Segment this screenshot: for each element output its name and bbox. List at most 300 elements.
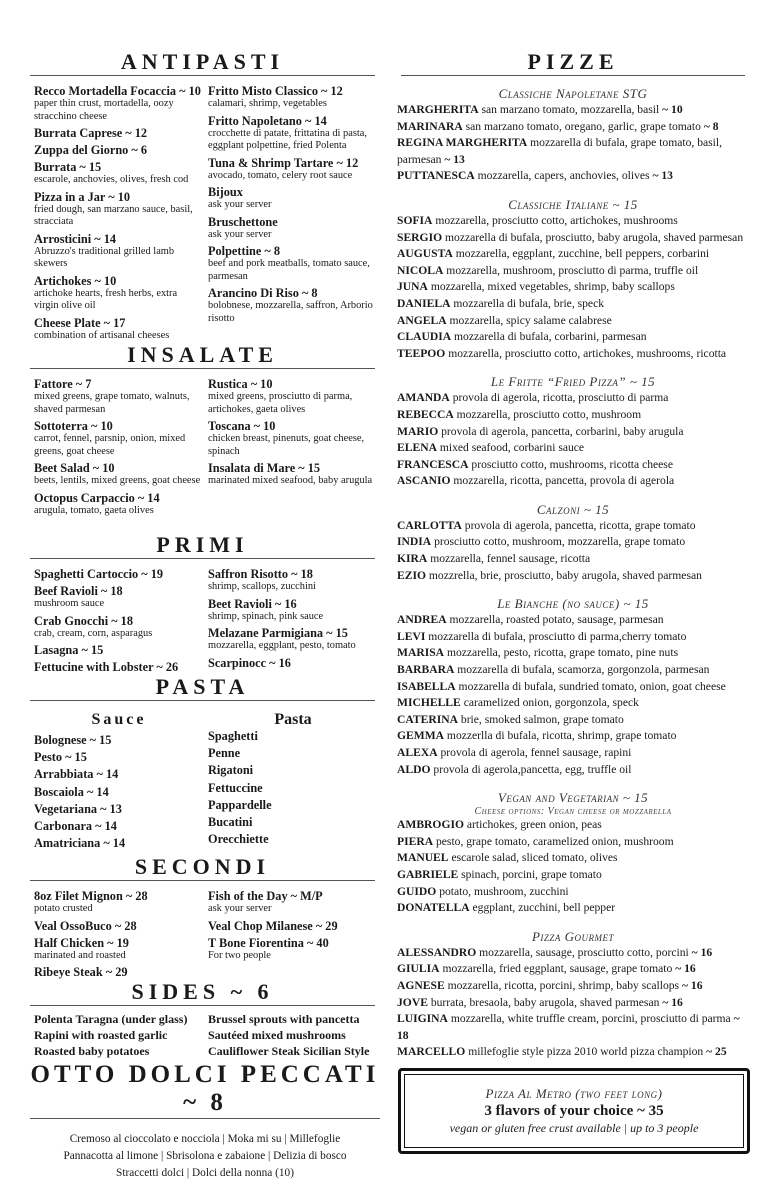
menu-item	[34, 190, 204, 229]
pizza-ingredients: mozzarella, roasted potato, sausage, parmesan	[449, 613, 664, 627]
pizza-price: ~ 16	[681, 978, 703, 992]
side-item: Sautéed mixed mushrooms	[208, 1028, 346, 1042]
item-description: paper thin crust, mortadella, oozy stracchino cheese	[34, 98, 174, 122]
pizza-ingredients: brie, smoked salmon, grape tomato	[460, 712, 624, 726]
pizza-group-subtitle: Cheese options: Vegan cheese or mozzarella	[474, 806, 672, 818]
pizza-ingredients: burrata, bresaola, baby arugola, shaved parmesan	[430, 995, 663, 1009]
menu-item	[34, 889, 204, 916]
item-name: Sottoterra ~ 10	[34, 419, 113, 433]
pasta-item: Spaghetti	[208, 729, 258, 743]
sides-right	[204, 1011, 378, 1059]
item-name: Crab Gnocchi ~ 18	[34, 613, 133, 628]
pasta-item: Orecchiette	[208, 832, 269, 847]
menu-item	[34, 491, 204, 518]
pizza-item	[393, 834, 753, 851]
item-name: Artichokes ~ 10	[34, 273, 117, 288]
pizza-name: NICOLA	[397, 263, 444, 277]
menu-item	[34, 316, 204, 343]
pasta-section	[30, 675, 375, 853]
pizza-item	[393, 1011, 753, 1044]
pizza-ingredients: mozzarella, pesto, ricotta, grape tomato, pine nuts	[446, 646, 679, 660]
pasta-item: Penne	[208, 746, 241, 761]
pizza-name: ALEXA	[397, 746, 438, 759]
pizza-name: DONATELLA	[397, 901, 470, 915]
menu-column-right	[204, 567, 378, 677]
menu-item	[34, 274, 204, 313]
pizza-name: AUGUSTA	[397, 247, 453, 261]
pizza-item	[393, 213, 753, 230]
item-name: Zuppa del Giorno ~ 6	[34, 143, 147, 157]
section-heading: ANTIPASTI	[30, 50, 375, 76]
pizza-name: TEEPOO	[397, 346, 446, 360]
item-name: Ribeye Steak ~ 29	[34, 965, 128, 979]
pizza-name: JOVE	[397, 995, 428, 1009]
pizza-name: JUNA	[397, 280, 428, 294]
item-name: Lasagna ~ 15	[34, 643, 104, 657]
pizza-ingredients: provola di agerola,pancetta, egg, truffle oil	[433, 762, 632, 776]
pizza-item	[393, 407, 753, 424]
pizza-group-title: Classiche Napoletane STG	[498, 86, 648, 101]
pizza-name: GUIDO	[397, 884, 437, 898]
item-name: Beef Ravioli ~ 18	[34, 584, 123, 598]
dolci-line: Cremoso al cioccolato e nocciola | Moka mi su | Millefoglie	[69, 1133, 341, 1145]
pizza-item	[393, 612, 753, 629]
pizza-group	[393, 596, 753, 778]
menu-column-left	[30, 84, 204, 345]
item-name: Fattore ~ 7	[34, 377, 92, 391]
pizza-item	[393, 728, 753, 745]
pizza-ingredients: provola di agerola, fennel sausage, rapini	[440, 746, 632, 759]
pizza-name: MANUEL	[397, 851, 449, 865]
pizza-ingredients: prosciutto cotto, mushroom, mozzarella, grape tomato	[434, 535, 686, 549]
item-description: combination of artisanal cheeses	[34, 329, 170, 341]
pizza-item	[393, 329, 753, 346]
sauce-item: Arrabbiata ~ 14	[34, 767, 119, 782]
pizza-name: MARISA	[397, 646, 445, 660]
sauce-item: Carbonara ~ 14	[34, 818, 117, 833]
menu-item	[208, 889, 378, 916]
item-name: Arrosticini ~ 14	[34, 231, 116, 246]
antipasti-section	[30, 50, 375, 345]
pizza-item	[393, 695, 753, 712]
pizza-item	[393, 296, 753, 313]
pizza-name: SERGIO	[397, 230, 443, 244]
pizza-item	[393, 850, 753, 867]
sides-section	[30, 980, 375, 1059]
menu-item	[34, 584, 204, 611]
pizza-group	[393, 502, 753, 584]
item-name: Rustica ~ 10	[208, 377, 273, 391]
item-description: potato crusted	[34, 903, 93, 914]
pizza-price: ~ 16	[691, 945, 713, 959]
pizza-group-title: Le Fritte “Fried Pizza” ~ 15	[490, 374, 656, 390]
pizza-item	[393, 645, 753, 662]
item-name: Octopus Carpaccio ~ 14	[34, 490, 160, 505]
item-name: Scarpinocc ~ 16	[208, 655, 291, 670]
item-description: mozzarella, eggplant, pesto, tomato	[208, 640, 356, 651]
pizza-group	[393, 197, 753, 362]
menu-item	[34, 965, 204, 979]
menu-item	[34, 377, 204, 416]
pizza-name: MICHELLE	[397, 696, 461, 710]
menu-item	[208, 84, 378, 111]
pizza-name: INDIA	[397, 535, 432, 549]
pasta-item: Pappardelle	[208, 797, 272, 812]
pizza-ingredients: mozzarella di bufala, grape tomato, basil, parmesan	[397, 136, 723, 166]
pizza-ingredients: mozzarella di bufala, corbarini, parmesan	[454, 330, 647, 344]
pizza-name: EZIO	[397, 568, 426, 582]
menu-item	[208, 114, 378, 153]
pizza-price: ~ 13	[444, 152, 465, 166]
sides-left	[30, 1011, 204, 1059]
item-description: crab, cream, corn, asparagus	[34, 627, 153, 639]
pizza-ingredients: mozzarella, fennel sausage, ricotta	[430, 552, 591, 566]
pizza-ingredients: mozzarella, prosciutto cotto, mushroom	[456, 407, 642, 421]
pizza-ingredients: artichokes, green onion, peas	[466, 818, 602, 832]
pizza-item	[393, 346, 753, 363]
side-item: Cauliflower Steak Sicilian Style	[208, 1044, 370, 1058]
item-description: carrot, fennel, parsnip, onion, mixed greens, goat cheese	[34, 433, 186, 457]
item-description: ask your server	[208, 228, 272, 240]
pizza-name: ALDO	[397, 762, 431, 776]
side-item: Roasted baby potatoes	[34, 1044, 150, 1058]
pizza-item	[393, 745, 753, 762]
pizza-ingredients: pesto, grape tomato, caramelized onion, mushroom	[435, 834, 674, 848]
pizza-name: MARGHERITA	[397, 103, 479, 116]
item-name: T Bone Fiorentina ~ 40	[208, 935, 329, 950]
item-description: mushroom sauce	[34, 598, 105, 609]
pizza-item	[393, 263, 753, 280]
side-item: Rapini with roasted garlic	[34, 1028, 168, 1042]
insalate-items	[30, 377, 375, 520]
pizza-item	[393, 168, 753, 185]
item-name: Beet Ravioli ~ 16	[208, 596, 297, 611]
menu-item	[208, 919, 378, 933]
sauce-heading: Sauce	[91, 711, 147, 728]
pizza-item	[393, 762, 753, 779]
section-heading: SIDES ~ 6	[30, 980, 375, 1006]
pizza-item	[393, 945, 753, 962]
item-name: Veal OssoBuco ~ 28	[34, 918, 137, 933]
pizza-ingredients: millefoglie style pizza 2010 world pizza champion	[468, 1045, 707, 1059]
pizza-ingredients: san marzano tomato, mozzarella, basil	[481, 103, 663, 116]
item-description: beef and pork meatballs, tomato sauce, parmesan	[208, 258, 370, 282]
pizza-item	[393, 995, 753, 1012]
menu-item	[34, 461, 204, 488]
menu-item	[208, 156, 378, 183]
menu-item	[34, 84, 204, 123]
pizza-item	[393, 135, 753, 168]
pizza-ingredients: spinach, porcini, grape tomato	[461, 867, 602, 881]
metro-main: 3 flavors of your choice ~ 35	[484, 1103, 664, 1119]
pizza-ingredients: caramelized onion, gorgonzola, speck	[463, 696, 639, 710]
secondi-items	[30, 889, 375, 982]
item-name: Bijoux	[208, 185, 243, 199]
menu-item	[34, 143, 204, 157]
pizza-ingredients: mozzarella di bufala, prosciutto, baby arugola, shaved parmesan	[445, 230, 744, 244]
item-name: Burrata ~ 15	[34, 160, 102, 174]
pizza-name: GEMMA	[397, 729, 445, 743]
pizza-item	[393, 817, 753, 834]
pizza-item	[393, 473, 753, 490]
pizza-ingredients: mozzarella, capers, anchovies, olives	[477, 169, 653, 183]
pizza-item	[393, 457, 753, 474]
item-description: ask your server	[208, 903, 272, 914]
section-heading: PIZZE	[401, 50, 745, 76]
pizza-ingredients: mozzarella, eggplant, zucchine, bell peppers, corbarini	[455, 247, 710, 261]
menu-item	[208, 244, 378, 283]
item-name: Beet Salad ~ 10	[34, 461, 115, 475]
item-name: 8oz Filet Mignon ~ 28	[34, 889, 148, 903]
item-name: Fritto Napoletano ~ 14	[208, 113, 327, 128]
pizza-ingredients: mozzarella, fried eggplant, sausage, grape tomato	[442, 962, 676, 976]
item-name: Insalata di Mare ~ 15	[208, 461, 321, 475]
pizza-price: ~ 13	[652, 169, 673, 183]
item-description: marinated and roasted	[34, 949, 126, 961]
pizza-group-title: Vegan and Vegetarian ~ 15	[497, 790, 649, 806]
pizza-price: ~ 8	[703, 119, 719, 133]
item-description: ask your server	[208, 199, 272, 210]
pizza-al-metro-box	[398, 1068, 750, 1154]
item-name: Fritto Misto Classico ~ 12	[208, 84, 343, 98]
sauce-item: Boscaiola ~ 14	[34, 784, 109, 799]
pizza-name: KIRA	[397, 552, 428, 566]
menu-item	[34, 419, 204, 458]
pizza-name: AGNESE	[397, 978, 445, 992]
pasta-item: Bucatini	[208, 814, 253, 829]
sauce-list	[34, 733, 204, 850]
pizza-group-title: Classiche Italiane ~ 15	[508, 196, 638, 212]
pizza-name: GABRIELE	[397, 867, 459, 881]
pizza-ingredients: mozzarella di bufala, brie, speck	[453, 296, 605, 310]
pizza-item	[393, 534, 753, 551]
pizza-group-title: Calzoni ~ 15	[536, 501, 610, 517]
pizza-price: ~ 16	[675, 962, 696, 976]
item-description: shrimp, scallops, zucchini	[208, 581, 316, 592]
pizza-name: SOFIA	[397, 213, 433, 227]
item-name: Burrata Caprese ~ 12	[34, 126, 148, 140]
pizza-item	[393, 568, 753, 585]
pizza-item	[393, 230, 753, 247]
pizza-ingredients: provola di agerola, pancetta, ricotta, grape tomato	[464, 518, 696, 532]
pizza-name: PUTTANESCA	[397, 169, 475, 183]
side-item: Brussel sprouts with pancetta	[208, 1012, 360, 1026]
pizza-item	[393, 629, 753, 646]
pizza-price: ~ 18	[397, 1012, 740, 1042]
pizza-ingredients: mozzarella di bufala, sundried tomato, onion, goat cheese	[458, 679, 726, 693]
pizza-item	[393, 900, 753, 917]
pizza-group	[393, 929, 753, 1061]
item-name: Bruschettone	[208, 214, 278, 229]
pizza-item	[393, 313, 753, 330]
metro-note: vegan or gluten free crust available | up to 3 people	[449, 1121, 699, 1135]
menu-item	[34, 126, 204, 140]
dolci-line: Pannacotta al limone | Sbrisolona e zabaione | Delizia di bosco	[63, 1150, 347, 1162]
section-heading: PRIMI	[30, 533, 375, 559]
pizza-name: DANIELA	[397, 296, 451, 310]
menu-column-left	[30, 567, 204, 677]
pizza-ingredients: mozzarella, sausage, prosciutto cotto, porcini	[479, 945, 692, 959]
item-name: Half Chicken ~ 19	[34, 935, 129, 950]
pizza-ingredients: provola di agerola, pancetta, corbarini, baby arugula	[441, 424, 684, 438]
sauce-item: Bolognese ~ 15	[34, 733, 112, 747]
menu-item	[208, 377, 378, 416]
menu-column-right	[204, 84, 378, 345]
pasta-item: Fettuccine	[208, 780, 263, 795]
menu-item	[208, 567, 378, 594]
item-name: Pizza in a Jar ~ 10	[34, 189, 130, 204]
menu-item	[208, 461, 378, 488]
pizza-price: ~ 25	[706, 1045, 727, 1059]
pizza-name: MARCELLO	[397, 1045, 466, 1059]
item-description: escarole, anchovies, olives, fresh cod	[34, 174, 189, 185]
sauce-item: Vegetariana ~ 13	[34, 801, 122, 816]
pizza-name: ANDREA	[397, 613, 447, 627]
pizza-name: PIERA	[397, 834, 434, 848]
antipasti-items	[30, 84, 375, 345]
menu-item	[34, 643, 204, 657]
item-name: Tuna & Shrimp Tartare ~ 12	[208, 155, 359, 170]
pizza-ingredients: mozzarella, white truffle cream, porcini, prosciutto di parma	[450, 1012, 734, 1026]
menu-item	[34, 567, 204, 581]
pizza-name: REGINA MARGHERITA	[397, 136, 528, 150]
item-name: Melazane Parmigiana ~ 15	[208, 626, 348, 640]
menu-item	[34, 160, 204, 187]
pizza-name: LUIGINA	[397, 1012, 448, 1026]
section-heading: SECONDI	[30, 855, 375, 881]
pasta-item: Rigatoni	[208, 763, 254, 778]
dolci-list	[30, 1131, 380, 1182]
pizza-ingredients: mozzrella, brie, prosciutto, baby arugola, shaved parmesan	[428, 568, 702, 582]
pizza-item	[393, 978, 753, 995]
pizza-item	[393, 246, 753, 263]
item-description: mixed greens, prosciutto di parma, artichokes, gaeta olives	[208, 391, 353, 415]
item-description: arugula, tomato, gaeta olives	[34, 504, 154, 516]
item-name: Polpettine ~ 8	[208, 244, 280, 258]
pizza-ingredients: mozzarella, ricotta, porcini, shrimp, baby scallops	[447, 978, 682, 992]
menu-item	[208, 597, 378, 624]
menu-column-left	[30, 889, 204, 982]
pizza-item	[393, 390, 753, 407]
pizza-name: CLAUDIA	[397, 330, 452, 344]
pizza-item	[393, 424, 753, 441]
item-description: shrimp, spinach, pink sauce	[208, 610, 324, 622]
menu-item	[34, 232, 204, 271]
pizza-ingredients: mozzarella, ricotta, pancetta, provola di agerola	[453, 474, 675, 488]
pasta-list	[208, 729, 378, 846]
item-name: Veal Chop Milanese ~ 29	[208, 918, 338, 933]
pizza-name: REBECCA	[397, 407, 454, 421]
pizza-name: BARBARA	[397, 663, 455, 677]
pizza-ingredients: escarole salad, sliced tomato, olives	[451, 851, 618, 865]
pizza-item	[393, 961, 753, 978]
item-name: Cheese Plate ~ 17	[34, 315, 126, 330]
pizza-ingredients: mozzarella, mixed vegetables, shrimp, baby scallops	[430, 280, 675, 294]
pizza-item	[393, 440, 753, 457]
menu-item	[208, 185, 378, 212]
primi-items	[30, 567, 375, 677]
side-item: Polenta Taragna (under glass)	[34, 1012, 188, 1026]
pizza-ingredients: mozzarella, prosciutto cotto, artichokes, mushrooms	[435, 213, 678, 227]
section-heading: INSALATE	[30, 343, 375, 369]
item-name: Fish of the Day ~ M/P	[208, 889, 323, 903]
pizza-name: GIULIA	[397, 962, 440, 976]
pizza-ingredients: mozzarella, mushroom, prosciutto di parma, truffle oil	[446, 263, 699, 277]
sauce-item: Amatriciana ~ 14	[34, 836, 126, 851]
menu-item	[208, 936, 378, 963]
metro-title: Pizza Al Metro (two feet long)	[485, 1086, 663, 1101]
pizza-ingredients: prosciutto cotto, mushrooms, ricotta cheese	[471, 457, 673, 471]
pizza-name: AMBROGIO	[397, 818, 464, 832]
pasta-heading: Pasta	[274, 711, 312, 728]
dolci-line: Straccetti dolci | Dolci della nonna (10)	[116, 1167, 294, 1179]
pizze-section	[393, 50, 753, 1061]
pizza-item	[393, 119, 753, 136]
pizza-item	[393, 1044, 753, 1061]
pizza-item	[393, 551, 753, 568]
item-description: fried dough, san marzano sauce, basil, stracciata	[34, 203, 193, 227]
menu-item	[34, 919, 204, 933]
pizza-price: ~ 10	[662, 103, 683, 116]
item-name: Saffron Risotto ~ 18	[208, 567, 313, 581]
menu-item	[208, 215, 378, 242]
pizza-name: ASCANIO	[397, 474, 451, 488]
pizze-groups	[393, 86, 753, 1061]
primi-section	[30, 533, 375, 677]
pizza-ingredients: potato, mushroom, zucchini	[439, 884, 569, 898]
item-description: beets, lentils, mixed greens, goat cheese	[34, 475, 201, 486]
pizza-item	[393, 679, 753, 696]
pizza-ingredients: mozzerlla di bufala, ricotta, shrimp, grape tomato	[446, 729, 677, 743]
pizza-name: ELENA	[397, 441, 437, 455]
pizza-group-title: Le Bianche (no sauce) ~ 15	[497, 596, 649, 612]
pizza-group	[393, 86, 753, 185]
item-description: avocado, tomato, celery root sauce	[208, 169, 353, 181]
item-name: Fettucine with Lobster ~ 26	[34, 660, 179, 674]
pizza-item	[393, 712, 753, 729]
pizza-name: FRANCESCA	[397, 457, 469, 471]
pizza-ingredients: mozzarella di bufala, scamorza, gorgonzola, parmesan	[457, 663, 710, 677]
menu-item	[208, 419, 378, 458]
pizza-ingredients: provola di agerola, ricotta, prosciutto di parma	[452, 391, 669, 405]
item-description: bolobnese, mozzarella, saffron, Arborio risotto	[208, 300, 373, 324]
menu-column-right	[204, 889, 378, 982]
pizza-group-title: Pizza Gourmet	[531, 928, 615, 944]
pizza-name: AMANDA	[397, 391, 450, 405]
item-description: artichoke hearts, fresh herbs, extra virgin olive oil	[34, 287, 178, 311]
pizza-price: ~ 16	[662, 995, 683, 1009]
pizza-name: ANGELA	[397, 313, 447, 327]
pizza-group	[393, 790, 753, 917]
section-heading: PASTA	[30, 675, 375, 701]
pizza-item	[393, 662, 753, 679]
pizza-name: ISABELLA	[397, 679, 456, 693]
insalate-section	[30, 343, 375, 520]
pizza-ingredients: mozzarella di bufala, prosciutto di parma,cherry tomato	[428, 629, 687, 643]
item-description: marinated mixed seafood, baby arugula	[208, 475, 373, 486]
pizza-name: LEVI	[397, 629, 426, 643]
pizza-item	[393, 279, 753, 296]
menu-item	[34, 936, 204, 963]
menu-item	[208, 286, 378, 325]
pizza-name: CARLOTTA	[397, 518, 462, 532]
pizza-item	[393, 102, 753, 119]
item-description: chicken breast, pinenuts, goat cheese, spinach	[208, 433, 365, 457]
pizza-item	[393, 867, 753, 884]
sauce-item: Pesto ~ 15	[34, 750, 87, 765]
pizza-ingredients: san marzano tomato, oregano, garlic, grape tomato	[465, 119, 704, 133]
menu-item	[208, 626, 378, 653]
